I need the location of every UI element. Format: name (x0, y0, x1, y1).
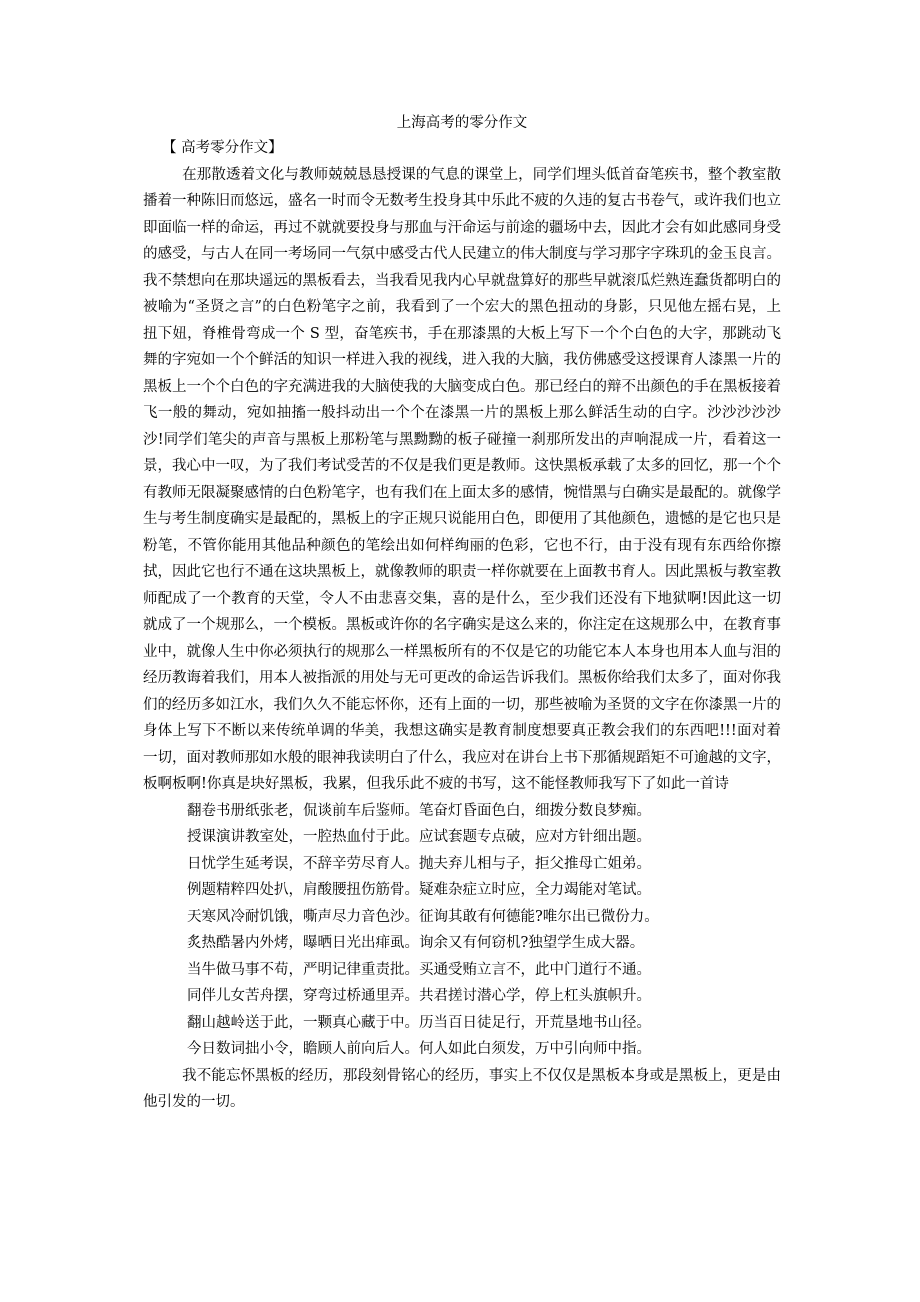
poem-line: 同伴儿女苦舟摆，穿弯过桥通里弄。共君搓讨潜心学，停上杠头旗帜升。 (187, 988, 651, 1004)
document-page (143, 113, 781, 1116)
poem (143, 798, 781, 1063)
poem-line: 翻卷书册纸张老，侃谈前车后鉴师。笔奋灯昏面色白，细拨分数良梦痴。 (187, 802, 651, 819)
poem-line: 炙热酷暑内外烤，曝晒日光出痱虱。询余又有何窃机?独望学生成大器。 (187, 935, 645, 951)
main-paragraph: 在那散透着文化与教师兢兢恳恳授课的气息的课堂上，同学们埋头低首奋笔疾书，整个教室散播着一种陈旧而悠远，盛名一时而令无数考生投身其中乐此不疲的久违的复古书卷气，或许我们也立即面临一样的命运，再过不就就要投身与那血与汗命运与前途的疆场中去，因此才会有如此感同身受的感受，与古人在同一考场同一气氛中感受古代人民建立的伟大制度与学习那字字珠玑的金玉良言。我不禁想向在那块遥远的黑板看去，当我看见我内心早就盘算好的那些早就滚瓜烂熟连蠢货都明白的被喻为“圣贤之言”的白色粉笔字之前，我看到了一个宏大的黑色扭动的身影，只见他左摇右晃，上扭下妞，脊椎骨弯成一个 S 型，奋笔疾书，手在那漆黑的大板上写下一个个白色的大字，那跳动飞舞的字宛如一个个鲜活的知识一样进入我的视线，进入我的大脑，我仿佛感受这授课育人漆黑一片的黑板上一个个白色的字充满进我的大脑使我的大脑变成白色。那已经白的辩不出颜色的手在黑板接着飞一般的舞动，宛如抽搐一般抖动出一个个在漆黑一片的黑板上那么鲜活生动的白字。沙沙沙沙沙沙!同学们笔尖的声音与黑板上那粉笔与黑黝黝的板子碰撞一刹那所发出的声响混成一片，看着这一景，我心中一叹，为了我们考试受苦的不仅是我们更是教师。这快黑板承载了太多的回忆，那一个个有教师无限凝聚感情的白色粉笔字，也有我们在上面太多的感情，惋惜黑与白确实是最配的。就像学生与考生制度确实是最配的，黑板上的字正规只说能用白色，即便用了其他颜色，遗憾的是它也只是粉笔，不管你能用其他品种颜色的笔绘出如何样绚丽的色彩，它也不行，由于没有现有东西给你擦拭，因此它也行不通在这块黑板上，就像教师的职责一样你就要在上面教书育人。因此黑板与教室教师配成了一个教育的天堂，令人不由悲喜交集，喜的是什么，至少我们还没有下地狱啊!因此这一切就成了一个规那么，一个模板。黑板或许你的名字确实是这么来的，你注定在这规那么中，在教育事业中，就像人生中你必须执行的规那么一样黑板所有的不仅是它的功能它本人本身也用本人血与泪的经历教诲着我们，用本人被指派的用处与无可更改的命运告诉我们。黑板你给我们太多了，面对你我们的经历多如江水，我们久久不能忘怀你，还有上面的一切，那些被喻为圣贤的文字在你漆黑一片的身体上写下不断以来传统单调的华美，我想这确实是教育制度想要真正教会我们的东西吧!!!面对着一切，面对教师那如水般的眼神我读明白了什么，我应对在讲台上书下那循规蹈矩不可逾越的文字，板啊板啊!你真是块好黑板，我累，但我乐此不疲的书写，这不能怪教师我写下了如此一首诗 (143, 166, 781, 792)
poem-line: 日忧学生延考误，不辞辛劳尽育人。抛夫弃儿相与子，拒父推母亡姐弟。 (187, 855, 651, 872)
poem-line: 翻山越岭送于此，一颗真心藏于中。历当百日徒足行，开荒垦地书山径。 (187, 1014, 651, 1031)
poem-line: 今日数词拙小令，瞻顾人前向后人。何人如此白须发，万中引向师中指。 (187, 1041, 651, 1057)
poem-line: 授课演讲教室处，一腔热血付于此。应试套题专点破，应对方针细出题。 (187, 829, 651, 845)
document-title: 上海高考的零分作文 (396, 115, 528, 131)
section-label: 【 高考零分作文】 (162, 140, 283, 156)
poem-line: 例题精粹四处扒，肩酸腰扭伤筋骨。疑难杂症立时应，全力竭能对笔试。 (187, 882, 651, 898)
closing-paragraph: 我不能忘怀黑板的经历，那段刻骨铭心的经历，事实上不仅仅是黑板本身或是黑板上，更是由他引发的一切。 (143, 1067, 781, 1110)
poem-line: 天寒风冷耐饥饿，嘶声尽力音色沙。征询其敢有何德能?唯尔出已微份力。 (187, 908, 659, 925)
poem-line: 当牛做马事不苟，严明记律重责批。买通受贿立言不，此中门道行不通。 (187, 961, 651, 978)
